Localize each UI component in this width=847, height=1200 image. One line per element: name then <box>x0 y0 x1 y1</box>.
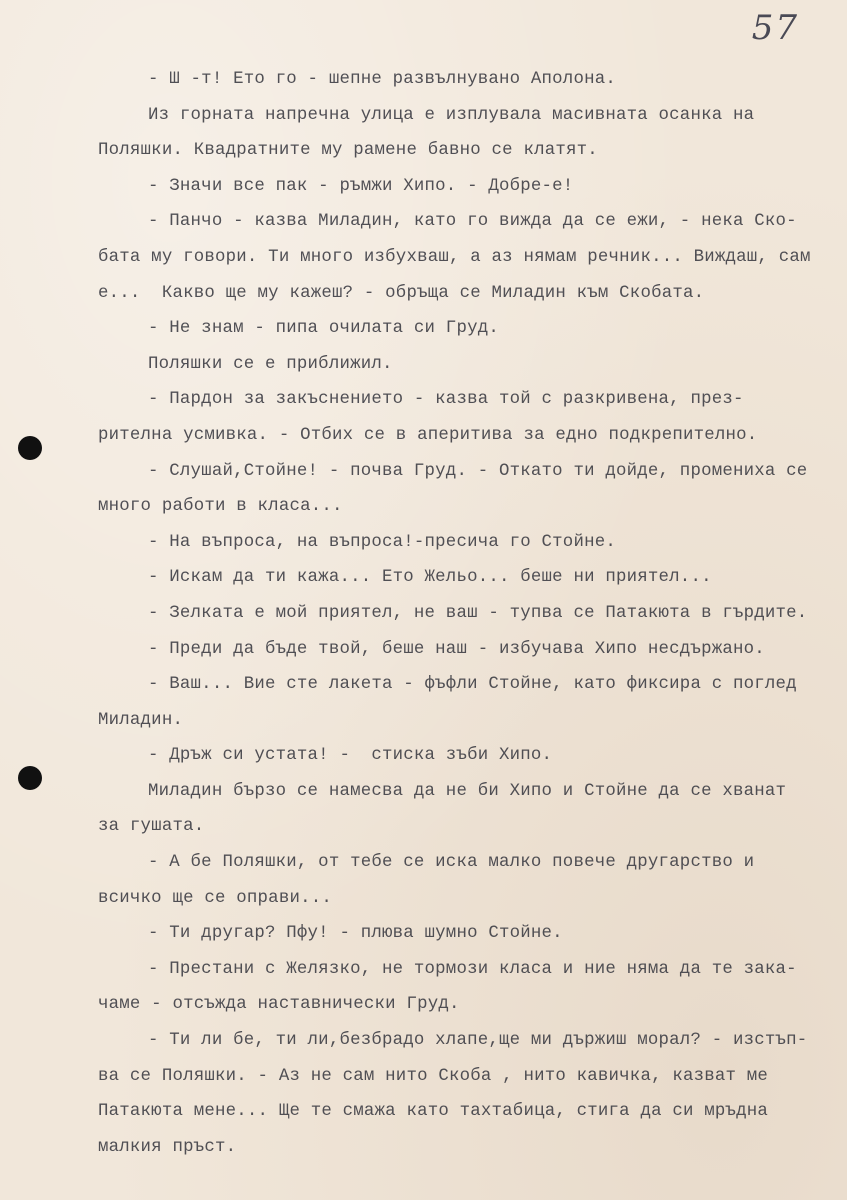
text-line: Поляшки се е приближил. <box>148 354 393 374</box>
punch-hole <box>18 436 42 460</box>
text-line: - Дръж си устата! - стиска зъби Хипо. <box>148 746 553 766</box>
punch-hole <box>18 766 42 790</box>
text-line: ва се Поляшки. - Аз не сам нито Скоба , нито кавичка, казват ме <box>98 1066 769 1086</box>
text-line: - Ш -т! Ето го - шепне развълнувано Аполона. <box>148 70 616 89</box>
text-line: чаме - отсъжда наставнически Груд. <box>98 995 460 1015</box>
text-line: - Слушай,Стойне! - почва Груд. - Откато ти дойде, промениха се <box>148 461 808 481</box>
text-line: - А бе Поляшки, от тебе се иска малко повече другарство и <box>148 853 755 873</box>
text-line: Миладин бързо се намесва да не би Хипо и Стойне да се хванат <box>148 781 787 801</box>
text-line: е... Какво ще му кажеш? - обръща се Миладин към Скобата. <box>98 283 705 303</box>
text-line: - Зелката е мой приятел, не ваш - тупва се Патакюта в гърдите. <box>148 603 808 623</box>
text-line: - Значи все пак - ръмжи Хипо. - Добре-е! <box>148 176 574 196</box>
text-line: рителна усмивка. - Отбих се в аперитива за едно подкрепително. <box>98 425 758 445</box>
text-line: - Преди да бъде твой, беше наш - избучава Хипо несдържано. <box>148 639 765 659</box>
text-line: Поляшки. Квадратните му рамене бавно се клатят. <box>98 141 598 161</box>
text-line: много работи в класа... <box>98 497 343 517</box>
text-line: всичко ще се оправи... <box>98 888 332 908</box>
text-line: - Пардон за закъснението - казва той с разкривена, през- <box>148 390 744 410</box>
text-line: - Ти ли бе, ти ли,безбрадо хлапе,ще ми държиш морал? - изстъп- <box>148 1031 808 1051</box>
text-body <box>98 62 828 1165</box>
text-line: - Искам да ти кажа... Ето Жельо... беше ни приятел... <box>148 568 712 588</box>
text-line: бата му говори. Ти много избухваш, а аз нямам речник... Виждаш, сам <box>98 247 811 267</box>
text-line: Патакюта мене... Ще те смажа като тахтабица, стига да си мръдна <box>98 1102 769 1122</box>
text-line: - Ти другар? Пфу! - плюва шумно Стойне. <box>148 924 563 944</box>
text-line: Из горната напречна улица е изплувала масивната осанка на <box>148 105 755 125</box>
text-line: за гушата. <box>98 817 205 837</box>
text-line: Миладин. <box>98 710 184 730</box>
text-line: - Не знам - пипа очилата си Груд. <box>148 319 499 339</box>
text-line: - Престани с Желязко, не тормози класа и ние няма да те зака- <box>148 959 797 979</box>
text-line: - Ваш... Вие сте лакета - фъфли Стойне, като фиксира с поглед <box>148 675 797 695</box>
page-number: 57 <box>751 8 799 48</box>
text-line: - На въпроса, на въпроса!-пресича го Стойне. <box>148 532 616 552</box>
text-line: малкия пръст. <box>98 1137 237 1157</box>
text-line: - Панчо - казва Миладин, като го вижда да се ежи, - нека Ско- <box>148 212 797 232</box>
